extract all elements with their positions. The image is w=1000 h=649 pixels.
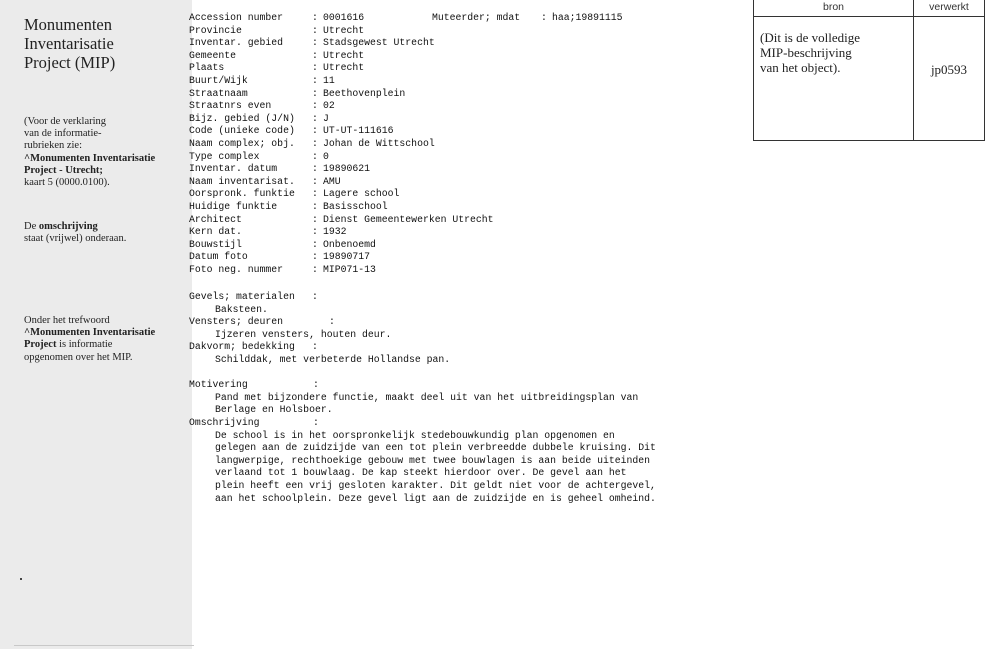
- sidebar-title-line: Project (MIP): [24, 53, 116, 72]
- sidebar-title: [24, 15, 115, 72]
- field-label: Bijz. gebied (J/N): [189, 112, 295, 124]
- sidebar-title-line: Monumenten: [24, 15, 112, 34]
- field-colon: :: [312, 24, 318, 36]
- field-label: Kern dat.: [189, 226, 242, 238]
- field-value: Utrecht: [323, 62, 365, 74]
- sidebar-note-keyword: [24, 315, 155, 364]
- field-colon: :: [312, 163, 318, 175]
- field-colon: :: [312, 125, 318, 137]
- mutator-label: Muteerder; mdat: [432, 12, 521, 23]
- omschrijving-line: De school is in het oorspronkelijk stedebouwkundig plan opgenomen en: [215, 429, 615, 441]
- section-header: [189, 417, 729, 430]
- sidebar-note-explanation: [24, 116, 155, 189]
- field-colon: :: [312, 12, 318, 23]
- source-note: [760, 30, 910, 75]
- field-colon: :: [312, 100, 318, 112]
- source-note-line: MIP-beschrijving: [760, 45, 852, 60]
- field-label: Datum foto: [189, 251, 248, 263]
- field-value: MIP071-13: [323, 263, 376, 275]
- omschrijving-line: aan het schoolplein. Deze gevel ligt aan de zuidzijde en is geheel omheind.: [215, 492, 656, 504]
- motivering-label: Motivering: [189, 379, 248, 391]
- motivering-line: Pand met bijzondere functie, maakt deel uit van het uitbreidingsplan van: [215, 391, 639, 403]
- field-label: Inventar. gebied: [189, 37, 284, 49]
- field-value: 11: [323, 74, 335, 86]
- note-line: (Voor de verklaring: [24, 116, 107, 127]
- note-line: rubrieken zie:: [24, 140, 83, 152]
- field-value: 02: [323, 100, 335, 112]
- section-colon: :: [329, 316, 335, 328]
- field-label: Accession number: [189, 12, 284, 23]
- omschrijving-line: langwerpige, rechthoekige gebouw met twee bouwlagen is aan beide uiteinden: [215, 454, 651, 466]
- header-bron: bron: [822, 1, 844, 13]
- note-line-rest: is informatie: [56, 339, 113, 351]
- note-line: van de informatie-: [24, 128, 102, 140]
- field-value: Johan de Wittschool: [323, 137, 435, 149]
- field-label: Architect: [189, 213, 242, 225]
- mutator-value: haa;19891115: [552, 12, 623, 23]
- field-value: Dienst Gemeentewerken Utrecht: [323, 213, 494, 225]
- field-colon: :: [312, 74, 318, 86]
- sidebar-bottom-rule: [14, 645, 194, 646]
- note-line: opgenomen over het MIP.: [24, 351, 133, 363]
- field-colon: :: [312, 238, 318, 250]
- gevels-text: Baksteen.: [215, 303, 268, 315]
- section-colon: :: [313, 416, 319, 428]
- scan-speck: [20, 578, 22, 580]
- section-colon: :: [313, 379, 319, 391]
- field-value: Onbenoemd: [323, 238, 376, 250]
- note-bold-word: Project: [24, 339, 57, 351]
- field-value: 19890717: [323, 251, 371, 263]
- field-value: Basisschool: [323, 200, 388, 212]
- field-colon: :: [312, 188, 318, 200]
- sidebar-note-description: [24, 221, 126, 245]
- field-value: 0001616: [323, 12, 365, 23]
- object-description: [189, 291, 729, 505]
- field-colon: :: [312, 49, 318, 61]
- field-colon: :: [312, 87, 318, 99]
- note-bold-line: ^Monumenten Inventarisatie: [24, 327, 156, 339]
- motivering-line: Berlage en Holsboer.: [215, 404, 333, 416]
- field-value: Lagere school: [323, 188, 400, 200]
- field-value: Utrecht: [323, 24, 365, 36]
- vensters-text: Ijzeren vensters, houten deur.: [215, 328, 392, 340]
- note-bold-line: Project - Utrecht;: [24, 164, 103, 176]
- section-header: [189, 291, 729, 304]
- field-label: Buurt/Wijk: [189, 74, 248, 86]
- field-colon: :: [312, 263, 318, 275]
- dakvorm-label: Dakvorm; bedekking: [189, 341, 295, 353]
- omschrijving-line: gelegen aan de zuidzijde van een tot plein verbreedde dubbele kruising. Dit: [215, 442, 656, 454]
- field-colon: :: [312, 175, 318, 187]
- field-label: Inventar. datum: [189, 163, 278, 175]
- section-header: [189, 316, 729, 329]
- field-colon: :: [312, 150, 318, 162]
- field-value: 1932: [323, 226, 347, 238]
- field-colon: :: [312, 137, 318, 149]
- omschrijving-line: verlaand tot 1 bouwlaag. De kap steekt hierdoor over. De gevel aan het: [215, 467, 627, 479]
- field-colon: :: [312, 200, 318, 212]
- section-colon: :: [312, 341, 318, 353]
- field-value: 19890621: [323, 163, 371, 175]
- field-label: Gemeente: [189, 49, 237, 61]
- note-line: kaart 5 (0000.0100).: [24, 177, 110, 189]
- section-header: [189, 341, 729, 354]
- omschrijving-line: plein heeft een vrij gesloten karakter. Dit geldt niet voor de achtergevel,: [215, 479, 656, 491]
- omschrijving-label: Omschrijving: [189, 416, 260, 428]
- mutator-colon: :: [541, 12, 547, 23]
- note-prefix: De: [24, 221, 39, 232]
- note-bold-line: ^Monumenten Inventarisatie: [24, 152, 156, 164]
- field-colon: :: [312, 112, 318, 124]
- source-box: [753, 0, 985, 141]
- field-label: Huidige funktie: [189, 200, 278, 212]
- field-value: UT-UT-111616: [323, 125, 394, 137]
- field-value: J: [323, 112, 329, 124]
- field-value: AMU: [323, 175, 341, 187]
- field-label: Straatnaam: [189, 87, 248, 99]
- field-label: Foto neg. nummer: [189, 263, 284, 275]
- field-colon: :: [312, 62, 318, 74]
- source-note-line: van het object).: [760, 60, 841, 75]
- field-colon: :: [312, 226, 318, 238]
- sidebar: [0, 0, 192, 649]
- header-verwerkt: verwerkt: [929, 1, 969, 13]
- note-line: staat (vrijwel) onderaan.: [24, 233, 127, 245]
- field-label: Type complex: [189, 150, 260, 162]
- field-colon: :: [312, 213, 318, 225]
- source-note-line: (Dit is de volledige: [760, 30, 861, 45]
- field-label: Provincie: [189, 24, 242, 36]
- field-colon: :: [312, 37, 318, 49]
- note-bold-word: omschrijving: [38, 221, 98, 232]
- field-value: Beethovenplein: [323, 87, 406, 99]
- note-line: Onder het trefwoord: [24, 315, 110, 326]
- field-label: Plaats: [189, 62, 225, 74]
- sidebar-title-line: Inventarisatie: [24, 34, 114, 53]
- field-value: Stadsgewest Utrecht: [323, 37, 435, 49]
- section-header: [189, 379, 729, 392]
- field-label: Bouwstijl: [189, 238, 242, 250]
- field-colon: :: [312, 251, 318, 263]
- vensters-label: Vensters; deuren: [189, 316, 284, 328]
- field-label: Naam inventarisat.: [189, 175, 295, 187]
- field-label: Naam complex; obj.: [189, 137, 295, 149]
- field-label: Oorspronk. funktie: [189, 188, 295, 200]
- field-label: Code (unieke code): [189, 125, 295, 137]
- gevels-label: Gevels; materialen: [189, 291, 295, 302]
- section-colon: :: [312, 291, 318, 302]
- processed-code: jp0593: [930, 62, 968, 77]
- field-label: Straatnrs even: [189, 100, 272, 112]
- field-value: Utrecht: [323, 49, 365, 61]
- dakvorm-text: Schilddak, met verbeterde Hollandse pan.: [215, 353, 451, 365]
- field-value: 0: [323, 150, 329, 162]
